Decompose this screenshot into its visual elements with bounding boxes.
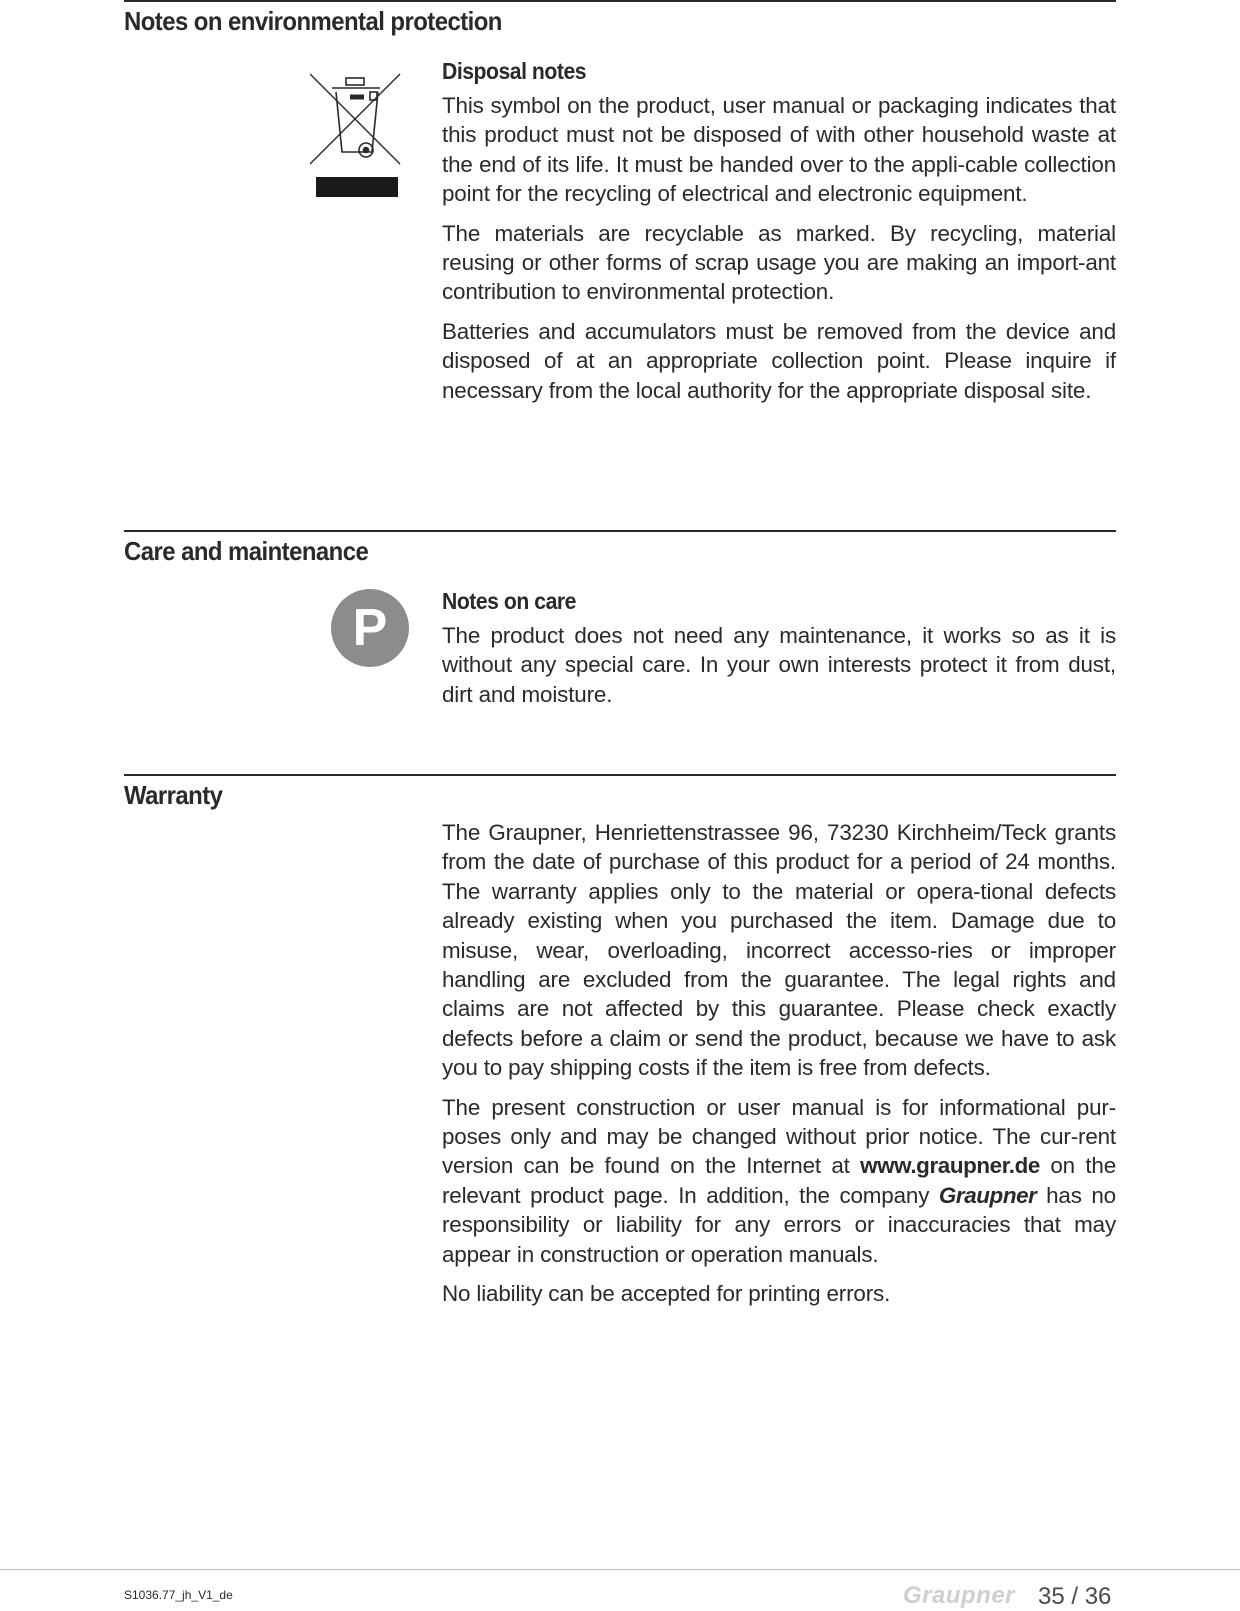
env-content: [442, 58, 1116, 415]
warranty-paragraph-3: No liability can be accepted for printing errors.: [442, 1281, 891, 1307]
warranty-paragraph-1: The Graupner, Henriettenstrassee 96, 73230 Kirchheim/Teck grants from the date of purchase of this product for a period of 24 months. The warranty applies only to the material or opera-tional defects already existing when you purchased the item. Damage due to misuse, wear, overloading, incorrect accesso-ries or improper handling are excluded from the guarantee. The legal rights and claims are not affected by this guarantee. Please check exactly defects before a claim or send the product, because we have to ask you to pay shipping costs if the item is free from defects.: [442, 820, 1116, 1081]
warranty-paragraph-2: [442, 1093, 1116, 1269]
env-paragraph-3: Batteries and accumulators must be removed from the device and disposed of at an appropriate collection point. Please inquire if necessary from the local authority for the appropriate disposal site.: [442, 318, 1116, 403]
section-rule-warranty: [124, 774, 1116, 776]
notes-on-care-title: Notes on care: [442, 588, 576, 614]
graupner-website-link[interactable]: www.graupner.de: [860, 1153, 1040, 1179]
crossed-out-bin-icon: [310, 66, 406, 200]
section-title-care: Care and maintenance: [124, 536, 369, 566]
section-rule-env: [124, 0, 1116, 2]
warranty-p2-part-b: on the relevant product page. In addition, the company: [442, 1153, 1116, 1208]
warranty-p2-part-c: has no responsibility or liability for any errors or inaccuracies that may appear in construction or operation manuals.: [442, 1182, 1116, 1267]
section-title-warranty: Warranty: [124, 780, 223, 810]
footer-document-code: S1036.77_jh_V1_de: [124, 1588, 233, 1602]
graupner-brand-inline: Graupner: [938, 1182, 1037, 1208]
care-paragraph-1: The product does not need any maintenance, it works so as it is without any special care. In your own interests protect it from dust, dirt and moisture.: [442, 623, 1116, 707]
warranty-content: [442, 818, 1116, 1319]
footer-rule: [0, 1569, 1240, 1570]
env-paragraph-1: This symbol on the product, user manual or packaging indicates that this product must not be disposed of with other household waste at the end of its life. It must be handed over to the appli-cable collection point for the recycling of electrical and electronic equipment.: [442, 93, 1116, 207]
env-paragraph-2: The materials are recyclable as marked. By recycling, material reusing or other forms of scrap usage you are making an import-ant contribution to environmental protection.: [442, 220, 1116, 305]
warranty-p2-part-a: The present construction or user manual is for informational pur-poses only and may be changed without prior notice. The cur-rent version can be found on the Internet at: [442, 1094, 1116, 1179]
disposal-notes-title: Disposal notes: [442, 58, 587, 84]
section-rule-care: [124, 530, 1116, 532]
footer-brand-logo: Graupner: [903, 1582, 1016, 1609]
section-title-env: Notes on environmental protection: [124, 6, 502, 36]
care-p-icon: P: [331, 589, 409, 667]
care-content: [442, 588, 1116, 719]
footer-page-number: 35 / 36: [1038, 1583, 1112, 1610]
